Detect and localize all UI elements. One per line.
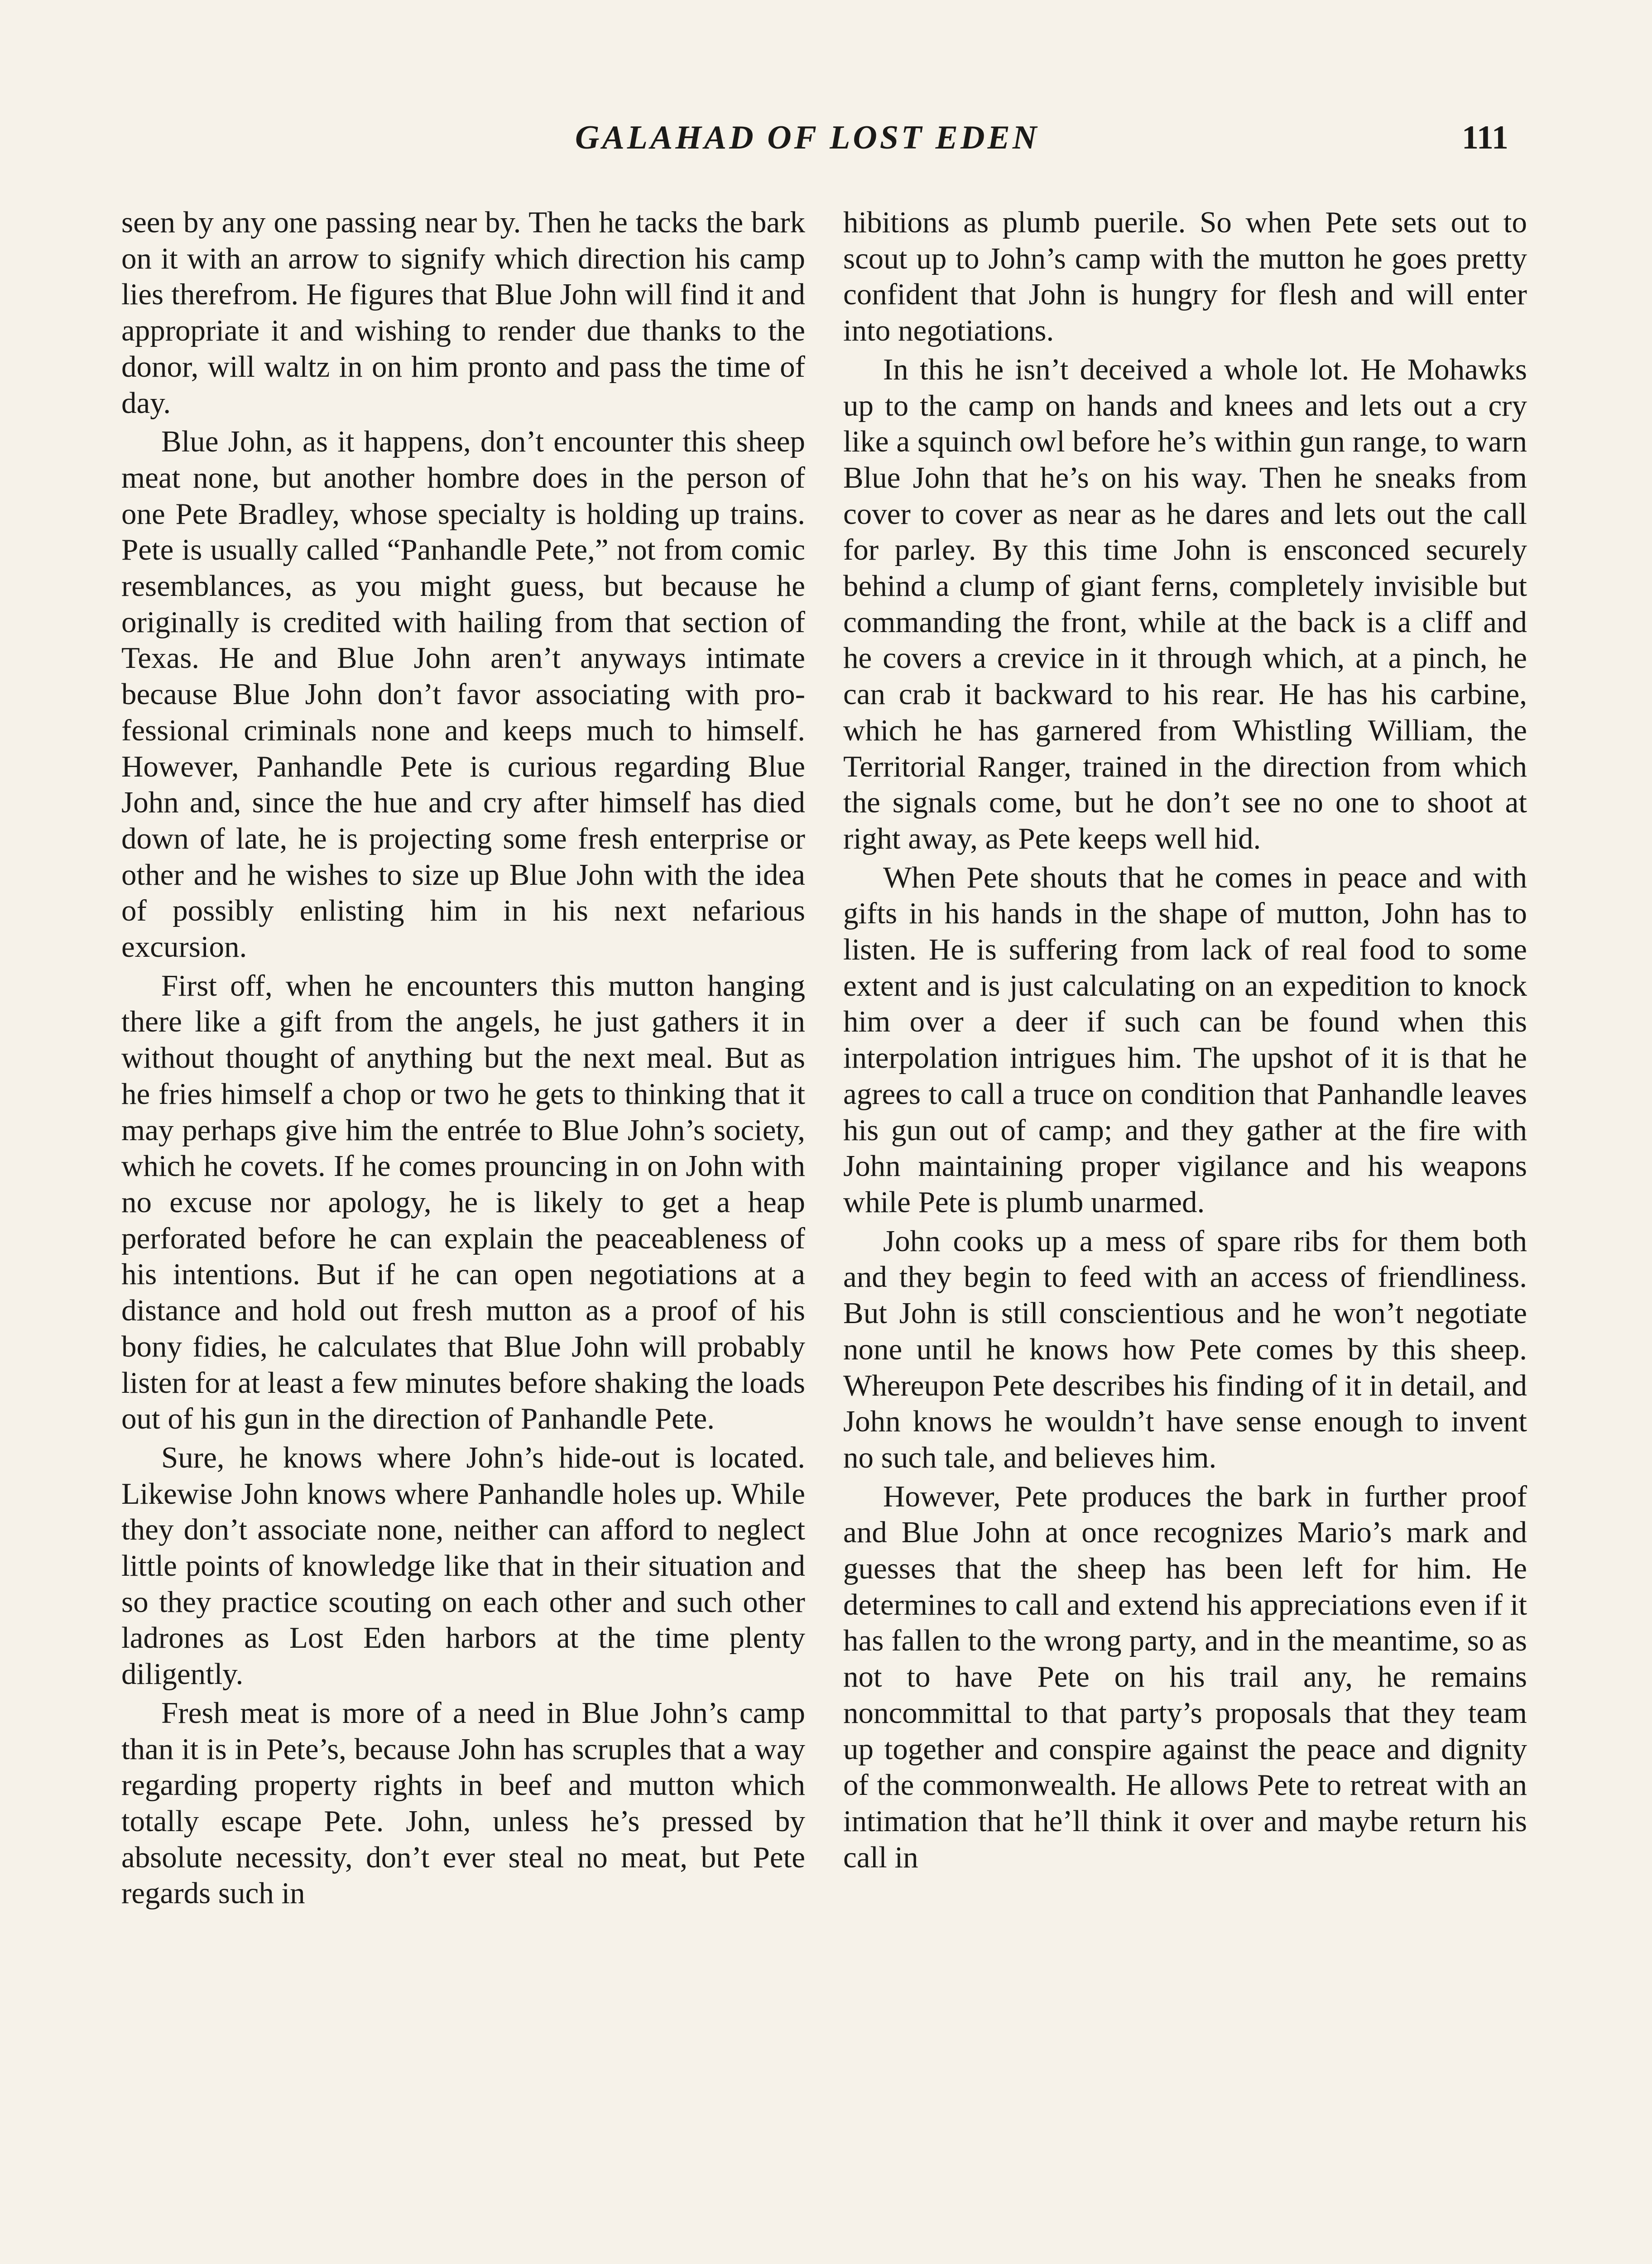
paragraph: In this he isn’t deceived a whole lot. He Mohawks up to the camp on hands and knees and lets out a cry like a squinch owl before he’s within gun range, to warn Blue John that he’s on his way. Then he sneaks from cover to cover as near as he dares and lets out the call for parley. By this time John is ensconced securely behind a clump of giant ferns, completely invisible but commanding the front, while at the back is a cliff and he covers a crevice in it through which, at a pinch, he can crab it backward to his rear. He has his carbine, which he has garnered from Whistling William, the Territorial Ranger, trained in the direction from which the signals come, but he don’t see no one to shoot at right away, as Pete keeps well hid. bbox=[843, 352, 1527, 855]
paragraph: However, Pete produces the bark in further proof and Blue John at once recognizes Mario’s mark and guesses that the sheep has been left for him. He determines to call and extend his appreciations even if it has fallen to the wrong party, and in the meantime, so as not to have Pete on his trail any, he remains noncommittal to that party’s proposals that they team up together and conspire against the peace and dignity of the commonwealth. He allows Pete to retreat with an intimation that he’ll think it over and maybe return his call in bbox=[843, 1479, 1527, 1874]
page-number: 111 bbox=[1462, 119, 1508, 156]
paragraph: hibitions as plumb puerile. So when Pete sets out to scout up to John’s camp with the mutton he goes pretty confident that John is hungry for flesh and will enter into negotiations. bbox=[843, 206, 1527, 348]
paragraph: First off, when he encounters this mutton hanging there like a gift from the angels, he just gathers it in without thought of anything but the next meal. But as he fries himself a chop or two he gets to thinking that it may perhaps give him the entrée to Blue John’s society, which he covets. If he comes prouncing in on John with no excuse nor apology, he is likely to get a heap perforated before he can explain the peaceableness of his intentions. But if he can open negotiations at a distance and hold out fresh mutton as a proof of his bony fidies, he calculates that Blue John will probably listen for at least a few minutes before shaking the loads out of his gun in the direction of Panhandle Pete. bbox=[121, 969, 805, 1436]
right-column bbox=[843, 205, 1527, 1875]
paragraph: When Pete shouts that he comes in peace and with gifts in his hands in the shape of mutton, John has to listen. He is suffering from lack of real food to some extent and is just calculating on an expedition to knock him over a deer if such can be found when this interpolation intrigues him. The upshot of it is that he agrees to call a truce on condition that Panhandle leaves his gun out of camp; and they gather at the fire with John maintaining proper vigilance and his weapons while Pete is plumb unarmed. bbox=[843, 860, 1527, 1219]
left-column bbox=[121, 205, 805, 1912]
page-header bbox=[0, 119, 1652, 173]
paragraph: seen by any one passing near by. Then he tacks the bark on it with an arrow to signify which direction his camp lies therefrom. He figures that Blue John will find it and appropriate it and wishing to render due thanks to the donor, will waltz in on him pronto and pass the time of day. bbox=[121, 206, 805, 420]
paragraph: Blue John, as it happens, don’t encounter this sheep meat none, but another hombre does in the person of one Pete Bradley, whose specialty is holding up trains. Pete is usually called “Panhandle Pete,” not from comic resemblances, as you might guess, but because he originally is credited with hailing from that section of Texas. He and Blue John aren’t anyways intimate because Blue John don’t favor associating with professional criminals none and keeps much to himself. However, Panhandle Pete is curious regarding Blue John and, since the hue and cry after himself has died down of late, he is projecting some fresh enterprise or other and he wishes to size up Blue John with the idea of possibly enlisting him in his next nefarious excursion. bbox=[121, 425, 805, 964]
paragraph: John cooks up a mess of spare ribs for them both and they begin to feed with an access of friendliness. But John is still conscientious and he won’t negotiate none until he knows how Pete comes by this sheep. Whereupon Pete describes his finding of it in detail, and John knows he wouldn’t have sense enough to invent no such tale, and believes him. bbox=[843, 1224, 1527, 1474]
paragraph: Fresh meat is more of a need in Blue John’s camp than it is in Pete’s, because John has scruples that a way regarding property rights in beef and mutton which totally escape Pete. John, unless he’s pressed by absolute necessity, don’t ever steal no meat, but Pete regards such in bbox=[121, 1696, 805, 1910]
running-title: GALAHAD OF LOST EDEN bbox=[575, 119, 1040, 156]
paragraph: Sure, he knows where John’s hide-out is located. Likewise John knows where Panhandle holes up. While they don’t associate none, neither can afford to neglect little points of knowledge like that in their situation and so they practice scouting on each other and such other ladrones as Lost Eden harbors at the time plenty diligently. bbox=[121, 1440, 805, 1691]
